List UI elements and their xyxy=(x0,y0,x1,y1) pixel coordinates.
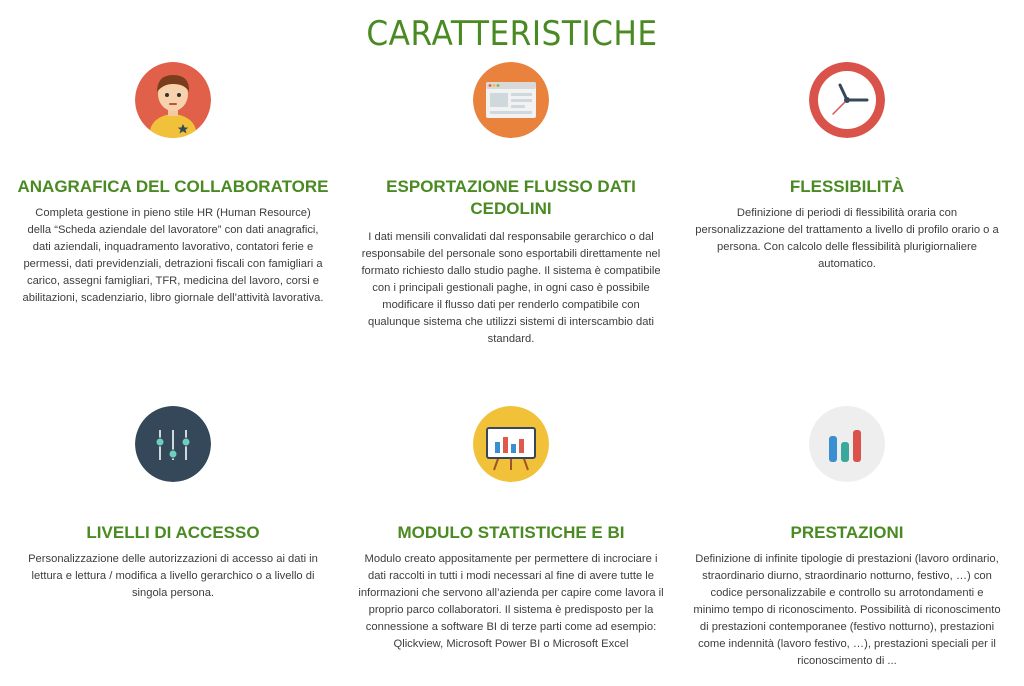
bar-chart-icon xyxy=(809,406,885,482)
clock-icon xyxy=(809,62,885,138)
feature-flessibilita xyxy=(688,60,1006,280)
feature-description: Definizione di infinite tipologie di prestazioni (lavoro ordinario, straordinario diurno, straordinario notturno, festivo, …) con codice personalizzabile e controllo su arrotondamenti e minimo tempo di riconoscimento. Possibilità di riconoscimento di prestazioni contemporanee (festivo notturno), prestazioni come indennità (lavoro festivo, …), prestazioni speciali per il riconoscimento di ... xyxy=(693,553,1001,667)
feature-title: LIVELLI DI ACCESSO xyxy=(86,523,260,542)
presentation-chart-icon xyxy=(473,406,549,482)
person-icon xyxy=(135,62,211,138)
browser-window-icon xyxy=(473,62,549,138)
feature-description: Completa gestione in pieno stile HR (Human Resource) della “Scheda aziendale del lavoratore” con dati anagrafici, dati aziendali, inquadramento lavorativo, contatori ferie e permessi, dati previdenziali, detrazioni fiscali con famigliari a carico, assegni famigliari, TFR, medicina del lavoro, corsi e abilitazioni, scadenziario, libro giornale dell’attività lavorativa. xyxy=(22,207,324,304)
feature-livelli-accesso xyxy=(14,404,332,624)
feature-description: Personalizzazione delle autorizzazioni di accesso ai dati in lettura e lettura / modifica a livello gerarchico o a livello di singola persona. xyxy=(28,553,318,599)
feature-title: ESPORTAZIONE FLUSSO DATI CEDOLINI xyxy=(386,177,636,218)
feature-description: Modulo creato appositamente per permettere di incrociare i dati raccolti in tutti i modi necessari al fine di avere tutte le informazioni che servono all’azienda per capire come lavora il proprio parco collaboratori. Il sistema è predisposto per la connessione a software BI di terze parti come ad esempio: Qlickview, Microsoft Power BI o Microsoft Excel xyxy=(358,553,664,650)
feature-description: I dati mensili convalidati dal responsabile gerarchico o dal responsabile del personale sono esportabili direttamente nel formato richiesto dallo studio paghe. Il sistema è compatibile con i principali gestionali paghe, in ogni caso è possibile modificare il flusso dati per renderlo compatibile con qualunque sistema che utilizzi sistemi di interscambio dati standard. xyxy=(361,231,661,345)
feature-anagrafica xyxy=(14,60,332,320)
feature-modulo-statistiche xyxy=(354,404,668,674)
feature-esportazione xyxy=(354,60,668,350)
feature-title: MODULO STATISTICHE E BI xyxy=(397,523,625,542)
feature-title: ANAGRAFICA DEL COLLABORATORE xyxy=(17,177,329,196)
page-title: CARATTERISTICHE xyxy=(366,14,658,54)
feature-prestazioni xyxy=(688,404,1006,684)
feature-description: Definizione di periodi di flessibilità oraria con personalizzazione del trattamento a livello di profilo orario o a persona. Con calcolo delle flessibilità plurigiornaliere automatico. xyxy=(695,207,999,270)
feature-title: FLESSIBILITÀ xyxy=(789,177,905,196)
feature-title: PRESTAZIONI xyxy=(790,523,904,542)
sliders-icon xyxy=(135,406,211,482)
